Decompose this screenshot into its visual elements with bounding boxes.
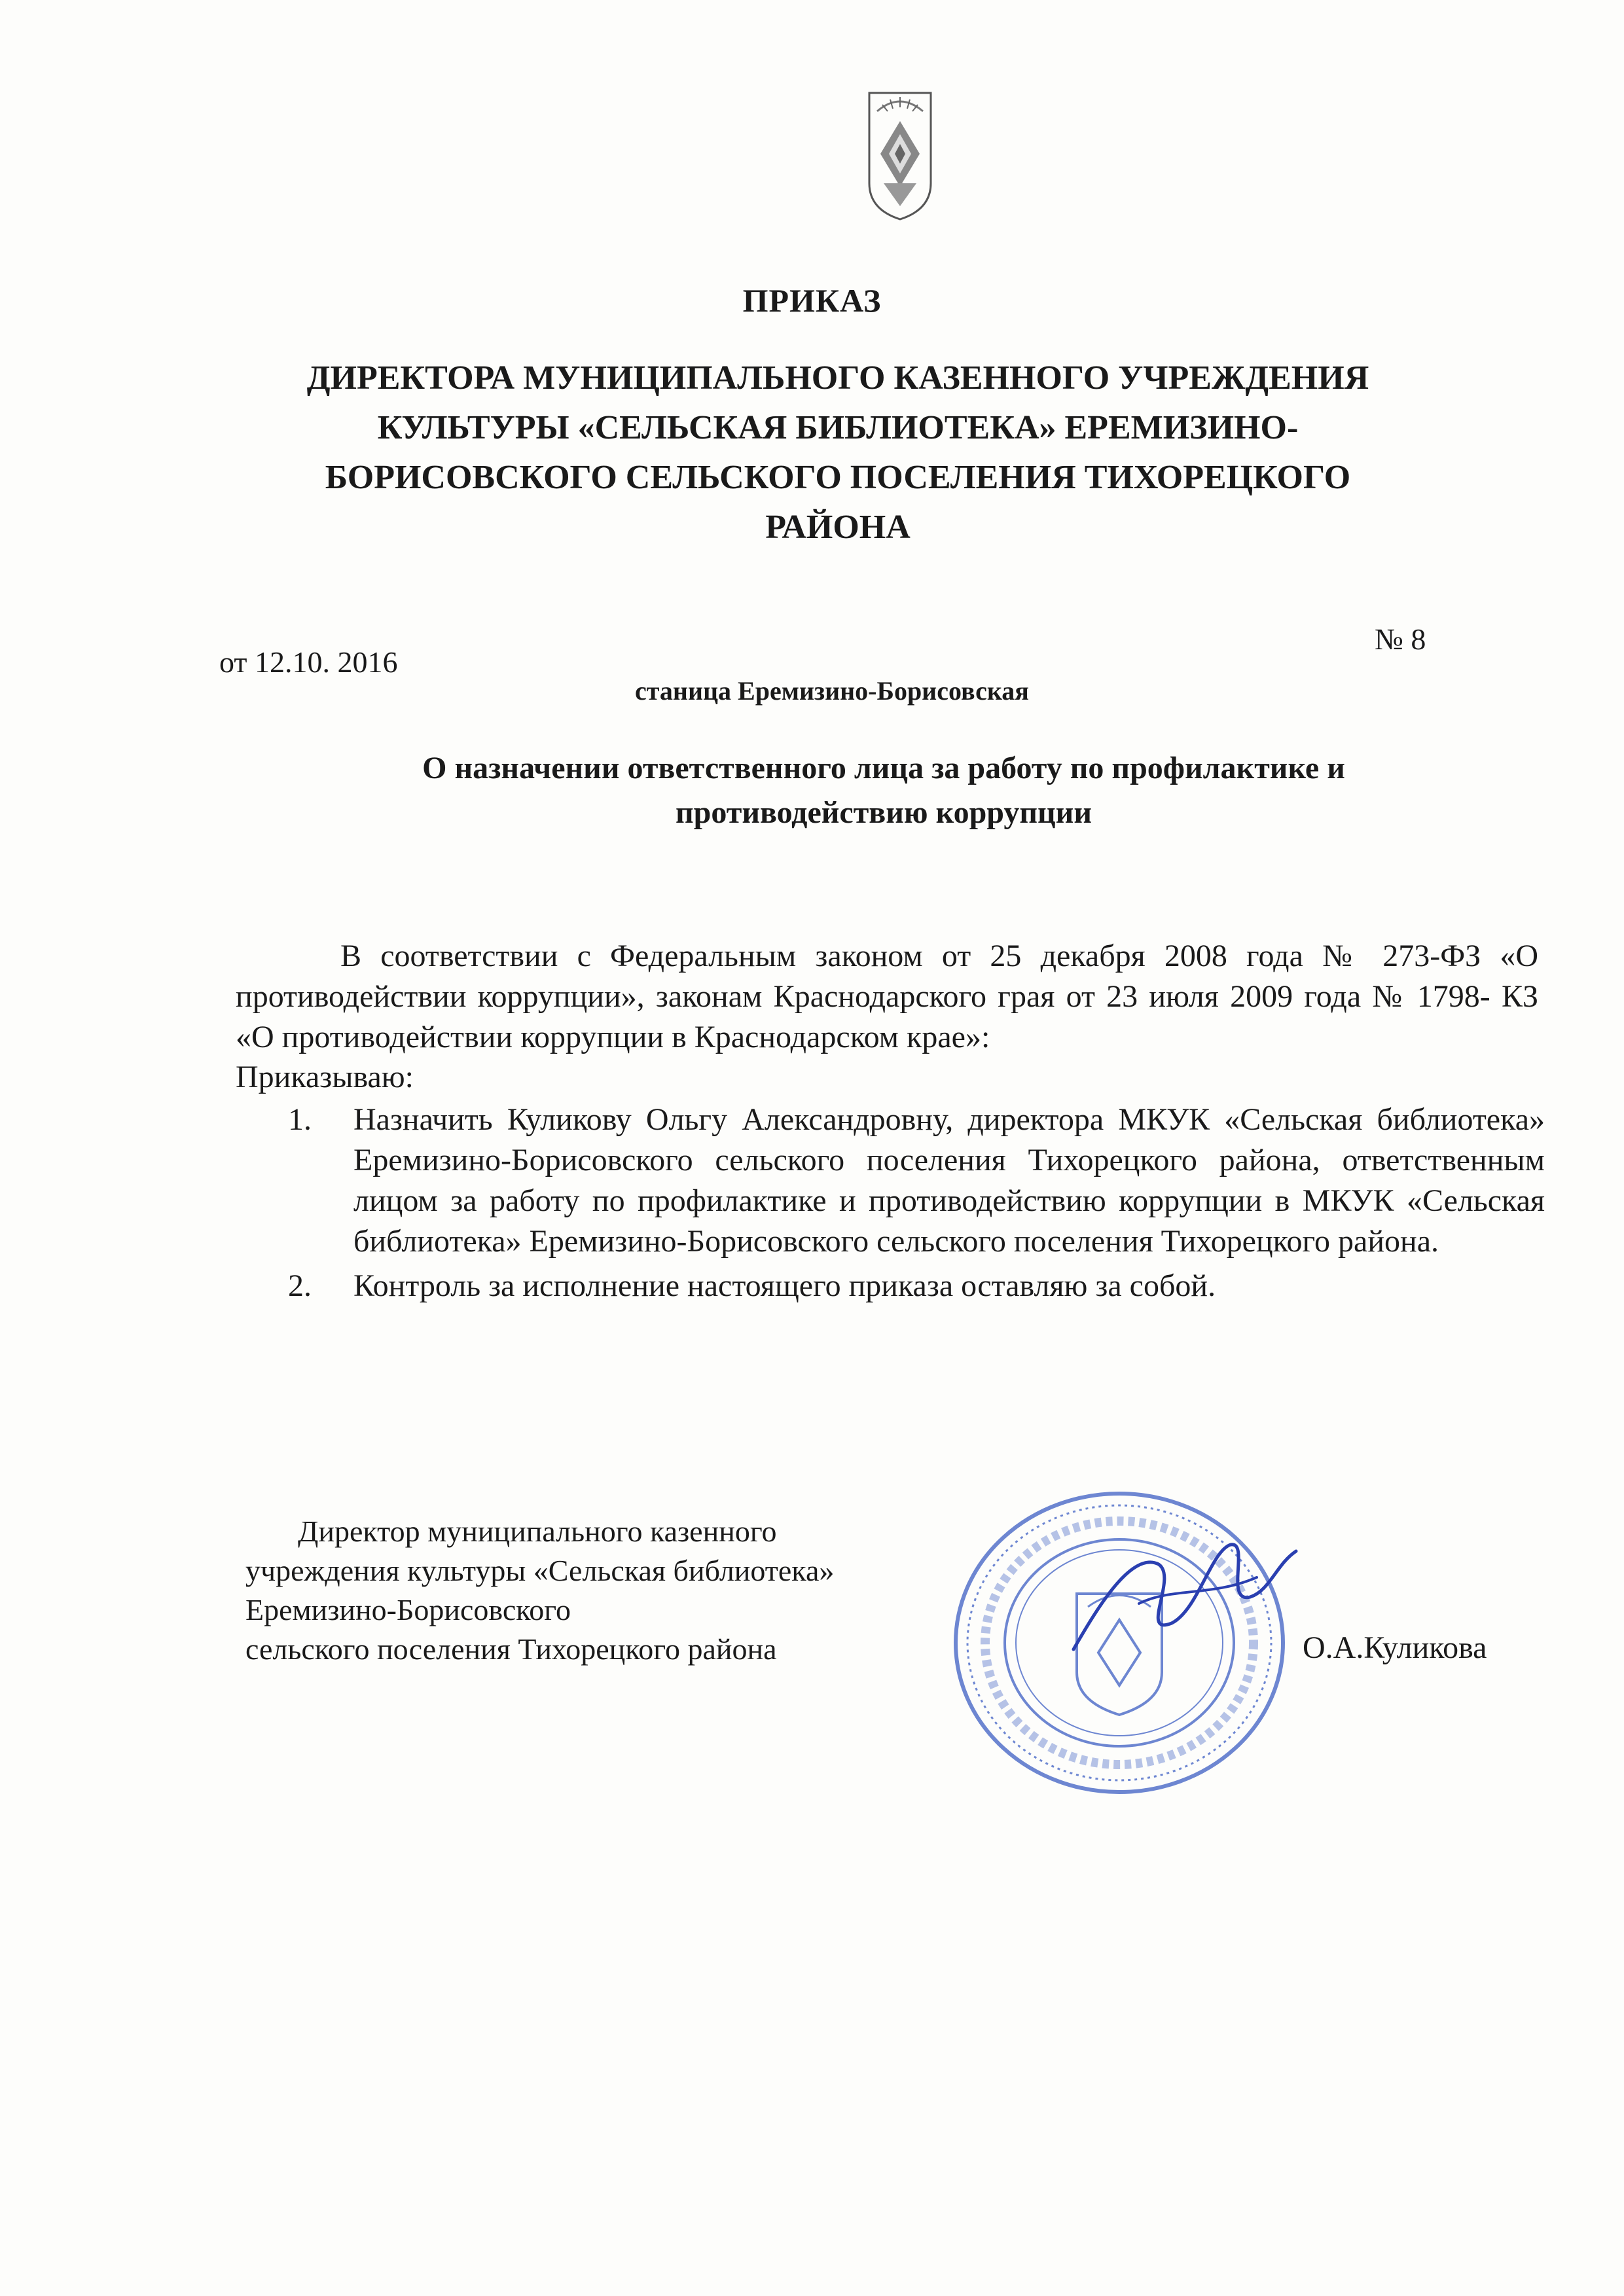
- subject-line: О назначении ответственного лица за работу по профилактике и: [422, 751, 1345, 785]
- order-date: от 12.10. 2016: [219, 645, 398, 679]
- item-number: 1.: [288, 1102, 312, 1137]
- subject-line: противодействию коррупции: [676, 795, 1092, 830]
- position-line: сельского поселения Тихорецкого района: [245, 1632, 777, 1666]
- order-subject: [288, 746, 1479, 835]
- list-item: [288, 1266, 1545, 1306]
- preamble: [236, 936, 1538, 1058]
- handwritten-signature-icon: [1060, 1525, 1309, 1676]
- preamble-text: В соответствии с Федеральным законом от 25 декабря 2008 года № 273-ФЗ «О противодействии коррупции», законам Краснодарского грая от 23 июля 2009 года № 1798- КЗ «О противодействии коррупции в Краснодарском крае»:: [236, 939, 1538, 1054]
- order-word: Приказываю:: [236, 1060, 414, 1094]
- organization-line: РАЙОНА: [765, 509, 911, 546]
- order-items: [288, 1100, 1545, 1310]
- item-text: Назначить Куликову Ольгу Александровну, директора МКУК «Сельская библиотека» Еремизино-Борисовского сельского поселения Тихорецкого района, ответственным лицом за работу по профилактике и противодействию коррупции в МКУК «Сельская библиотека» Еремизино-Борисовского сельского поселения Тихорецкого района.: [353, 1102, 1545, 1259]
- document-title: ПРИКАЗ: [742, 282, 882, 319]
- position-line: учреждения культуры «Сельская библиотека»: [245, 1554, 835, 1587]
- order-place: станица Еремизино-Борисовская: [635, 676, 1029, 706]
- order-number: № 8: [1375, 622, 1426, 656]
- list-item: [288, 1100, 1545, 1262]
- organization-line: БОРИСОВСКОГО СЕЛЬСКОГО ПОСЕЛЕНИЯ ТИХОРЕЦКОГО: [325, 459, 1351, 496]
- position-line: Еремизино-Борисовского: [245, 1593, 571, 1626]
- organization-line: КУЛЬТУРЫ «СЕЛЬСКАЯ БИБЛИОТЕКА» ЕРЕМИЗИНО-: [377, 409, 1299, 446]
- item-number: 2.: [288, 1268, 312, 1303]
- coat-of-arms-emblem: [864, 85, 936, 223]
- signature-position: [245, 1512, 834, 1669]
- position-line: Директор муниципального казенного: [298, 1515, 777, 1548]
- organization-title: [223, 353, 1453, 552]
- signer-name: О.А.Куликова: [1303, 1630, 1487, 1665]
- organization-line: ДИРЕКТОРА МУНИЦИПАЛЬНОГО КАЗЕННОГО УЧРЕЖДЕНИЯ: [306, 359, 1369, 397]
- item-text: Контроль за исполнение настоящего приказа оставляю за собой.: [353, 1268, 1216, 1303]
